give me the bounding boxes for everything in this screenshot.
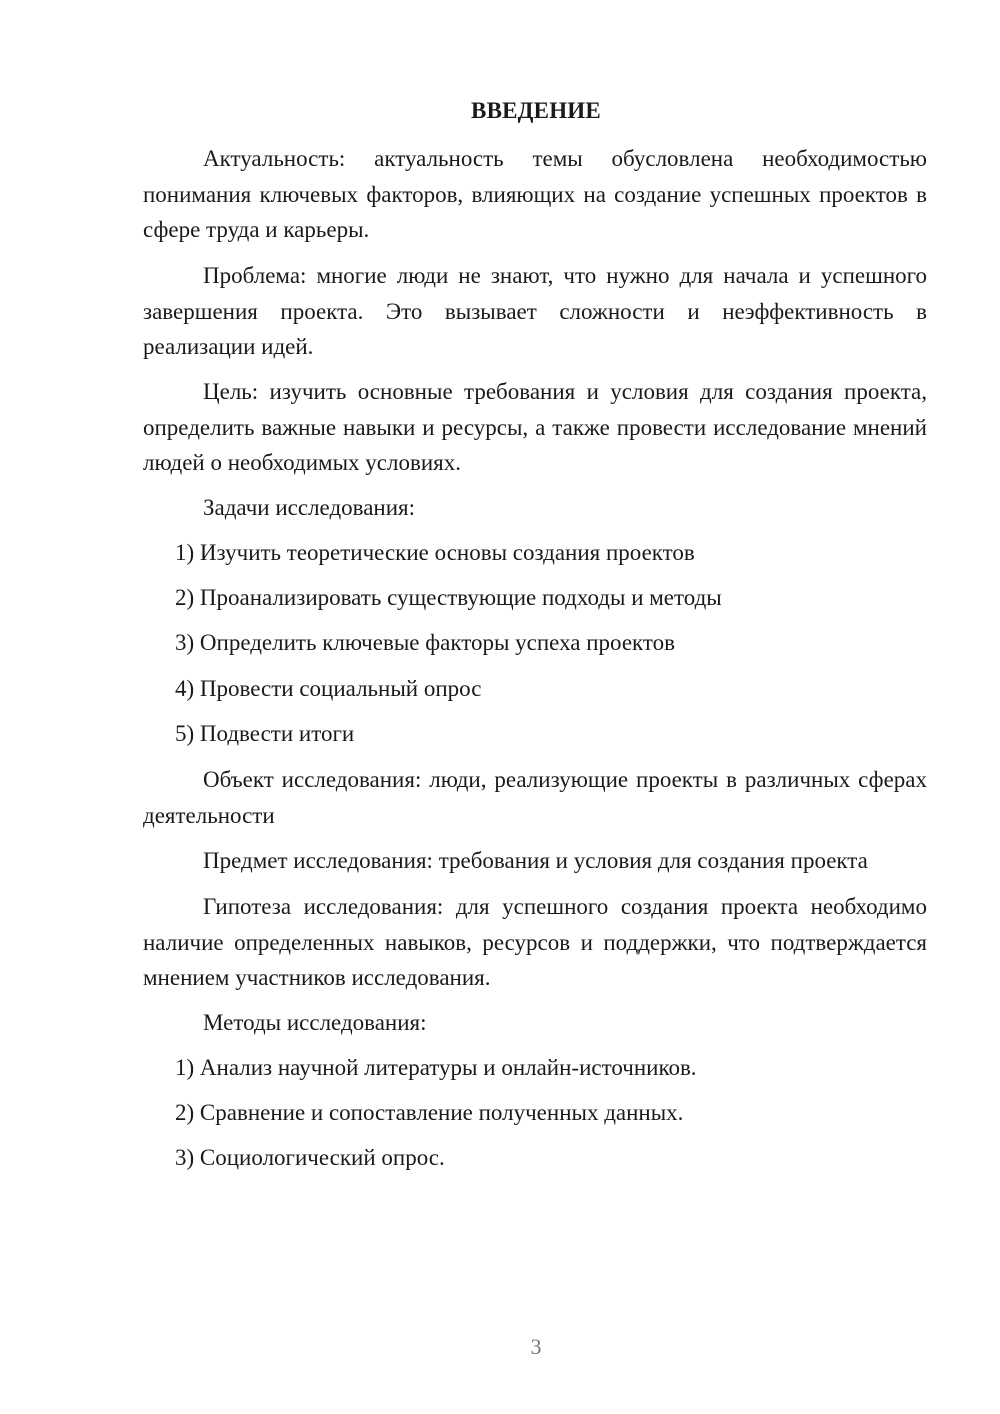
task-item-3: 3) Определить ключевые факторы успеха проектов [175,630,676,655]
task-item-1: 1) Изучить теоретические основы создания проектов [175,540,695,565]
method-item-1: 1) Анализ научной литературы и онлайн-источников. [175,1055,697,1080]
subject-paragraph: Предмет исследования: требования и условия для создания проекта [203,848,868,873]
page-number: 3 [530,1334,542,1359]
hypothesis-paragraph: Гипотеза исследования: для успешного создания проекта необходимо наличие определенных навыков, ресурсов и поддержки, что подтверждается мнением участников исследования. [143,894,927,990]
problem-paragraph: Проблема: многие люди не знают, что нужно для начала и успешного завершения проекта. Это вызывает сложности и неэффективность в реализации идей. [143,263,927,359]
object-paragraph: Объект исследования: люди, реализующие проекты в различных сферах деятельности [143,767,927,828]
method-item-3: 3) Социологический опрос. [175,1145,445,1170]
task-item-2: 2) Проанализировать существующие подходы и методы [175,585,722,610]
methods-heading: Методы исследования: [203,1010,427,1035]
tasks-heading: Задачи исследования: [203,495,416,520]
relevance-paragraph: Актуальность: актуальность темы обусловлена необходимостью понимания ключевых факторов, влияющих на создание успешных проектов в сфере труда и карьеры. [143,146,927,242]
task-item-5: 5) Подвести итоги [175,721,355,746]
method-item-2: 2) Сравнение и сопоставление полученных данных. [175,1100,684,1125]
task-item-4: 4) Провести социальный опрос [175,676,482,701]
page-title: ВВЕДЕНИЕ [471,98,601,123]
goal-paragraph: Цель: изучить основные требования и условия для создания проекта, определить важные навыки и ресурсы, а также провести исследование мнений людей о необходимых условиях. [143,379,927,475]
